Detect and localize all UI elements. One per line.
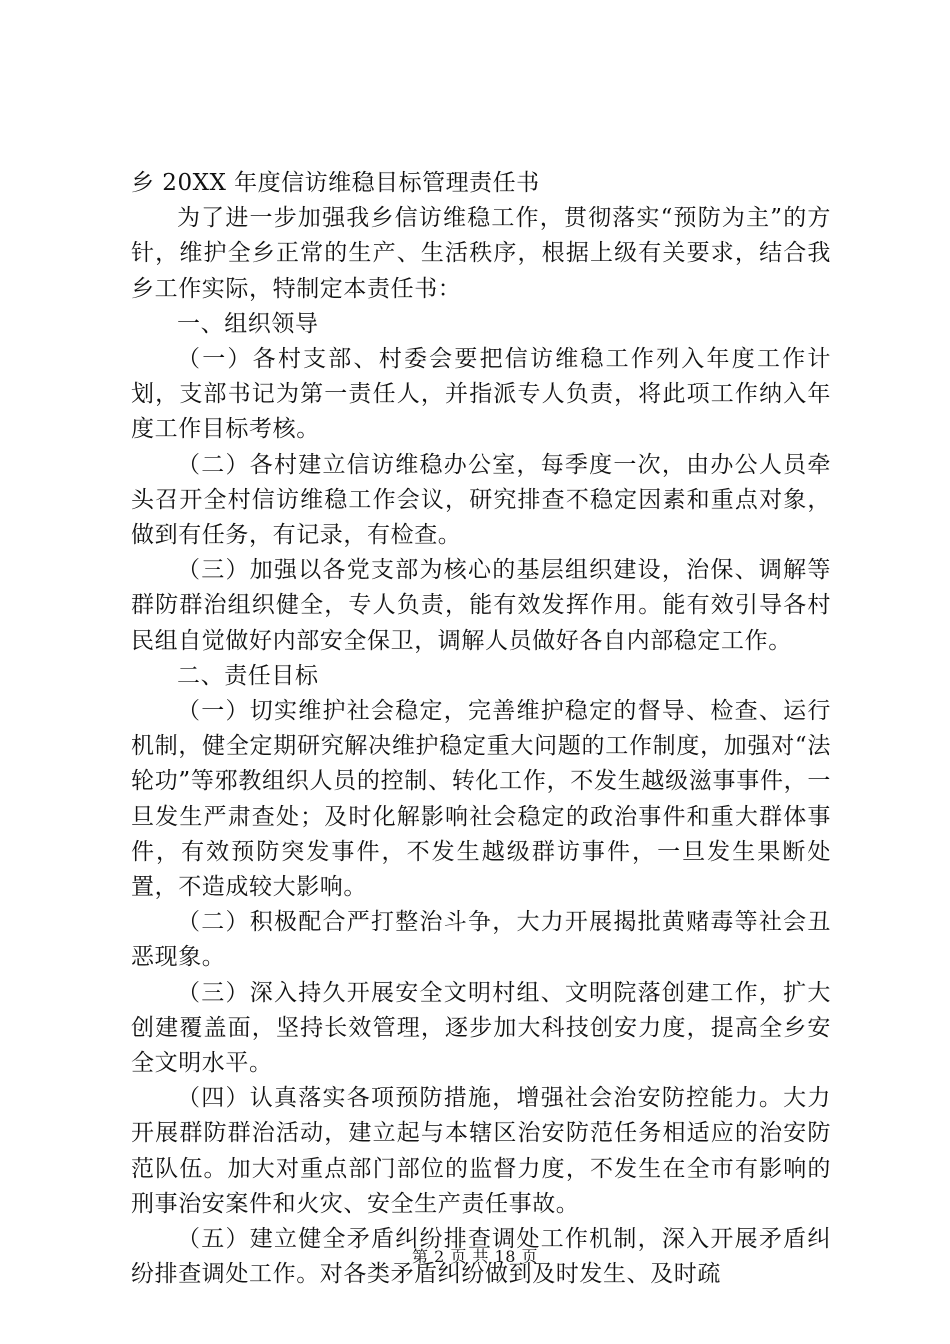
document-title: 乡 20XX 年度信访维稳目标管理责任书 bbox=[131, 170, 540, 196]
paragraph: （一）切实维护社会稳定，完善维护稳定的督导、检查、运行机制，健全定期研究解决维护稳定重大问题的工作制度，加强对“法轮功”等邪教组织人员的控制、转化工作，不发生越级滋事事件，一旦发生严肃查处；及时化解影响社会稳定的政治事件和重大群体事件，有效预防突发事件，不发生越级群访事件，一旦发生果断处置，不造成较大影响。 bbox=[131, 698, 831, 901]
paragraph: （三）加强以各党支部为核心的基层组织建设，治保、调解等群防群治组织健全，专人负责，能有效发挥作用。能有效引导各村民组自觉做好内部安全保卫，调解人员做好各自内部稳定工作。 bbox=[131, 557, 831, 654]
paragraph: （二）积极配合严打整治斗争，大力开展揭批黄赌毒等社会丑恶现象。 bbox=[131, 909, 831, 971]
page-number-footer: 第 2 页 共 18 页 bbox=[412, 1247, 538, 1266]
section-heading-organization: 一、组织领导 bbox=[177, 310, 319, 337]
document-body bbox=[131, 166, 831, 1293]
paragraph: （一）各村支部、村委会要把信访维稳工作列入年度工作计划，支部书记为第一责任人，并指派专人负责，将此项工作纳入年度工作目标考核。 bbox=[131, 346, 831, 443]
intro-paragraph: 为了进一步加强我乡信访维稳工作，贯彻落实“预防为主”的方针，维护全乡正常的生产、生活秩序，根据上级有关要求，结合我乡工作实际，特制定本责任书： bbox=[131, 205, 831, 302]
paragraph: （四）认真落实各项预防措施，增强社会治安防控能力。大力开展群防群治活动，建立起与本辖区治安防范任务相适应的治安防范队伍。加大对重点部门部位的监督力度，不发生在全市有影响的刑事治安案件和火灾、安全生产责任事故。 bbox=[131, 1085, 831, 1217]
paragraph: （五）建立健全矛盾纠纷排查调处工作机制，深入开展矛盾纠纷排查调处工作。对各类矛盾纠纷做到及时发生、及时疏 bbox=[131, 1226, 831, 1288]
paragraph: （二）各村建立信访维稳办公室，每季度一次，由办公人员牵头召开全村信访维稳工作会议，研究排查不稳定因素和重点对象，做到有任务，有记录，有检查。 bbox=[131, 451, 831, 549]
paragraph: （三）深入持久开展安全文明村组、文明院落创建工作，扩大创建覆盖面，坚持长效管理，逐步加大科技创安力度，提高全乡安全文明水平。 bbox=[131, 979, 831, 1077]
section-heading-goals: 二、责任目标 bbox=[177, 662, 319, 689]
